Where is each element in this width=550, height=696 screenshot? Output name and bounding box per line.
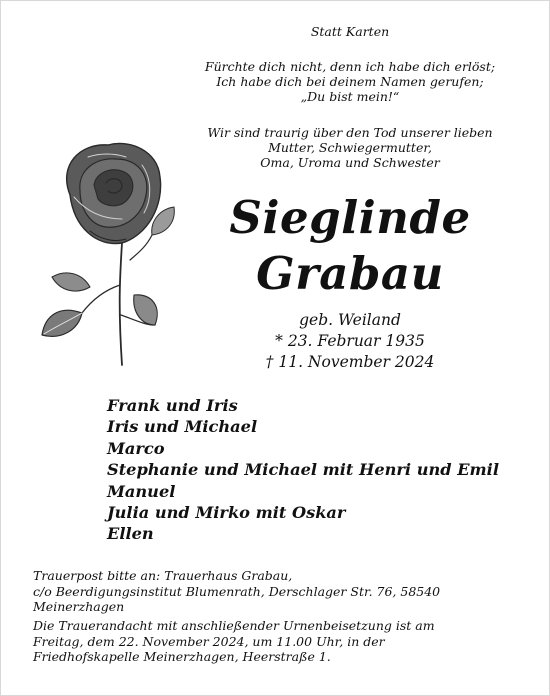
rose-icon bbox=[30, 135, 180, 375]
intro-line: Wir sind traurig über den Tod unserer lieben bbox=[207, 125, 493, 140]
deceased-first-name: Sieglinde bbox=[229, 191, 471, 244]
statt-karten bbox=[200, 24, 500, 39]
intro-line: Mutter, Schwiegermutter, bbox=[268, 140, 432, 156]
statt-karten-text: Statt Karten bbox=[310, 24, 390, 39]
life-dates bbox=[230, 310, 470, 373]
family-member: Iris und Michael bbox=[107, 417, 258, 437]
verse-line: „Du bist mein!“ bbox=[300, 89, 400, 105]
bible-verse bbox=[200, 59, 500, 105]
deceased-last-name: Grabau bbox=[256, 247, 444, 300]
service-line: Freitag, dem 22. November 2024, um 11.00 Uhr, in der bbox=[33, 633, 385, 649]
family-member: Frank und Iris bbox=[107, 396, 238, 415]
family-list bbox=[107, 395, 499, 545]
family-member: Julia und Mirko mit Oskar bbox=[107, 503, 346, 523]
birth-name: geb. Weiland bbox=[299, 311, 401, 329]
intro-text bbox=[200, 125, 500, 171]
verse-line: Fürchte dich nicht, denn ich habe dich erlöst; bbox=[204, 59, 496, 74]
family-member: Stephanie und Michael mit Henri und Emil bbox=[107, 460, 499, 480]
service-info bbox=[33, 618, 533, 665]
family-member: Marco bbox=[107, 438, 165, 458]
service-line: Friedhofskapelle Meinerzhagen, Heerstraße 1. bbox=[33, 649, 331, 664]
death-date: † 11. November 2024 bbox=[265, 353, 435, 371]
address-line: Trauerpost bitte an: Trauerhaus Grabau, bbox=[33, 568, 293, 583]
service-line: Die Trauerandacht mit anschließender Urnenbeisetzung ist am bbox=[33, 618, 435, 633]
trauerpost-address bbox=[33, 568, 533, 615]
family-member: Manuel bbox=[107, 481, 176, 501]
verse-line: Ich habe dich bei deinem Namen gerufen; bbox=[216, 74, 484, 90]
address-line: c/o Beerdigungsinstitut Blumenrath, Derschlager Str. 76, 58540 Meinerzhagen bbox=[33, 583, 441, 614]
intro-line: Oma, Uroma und Schwester bbox=[260, 155, 440, 171]
birth-date: * 23. Februar 1935 bbox=[275, 332, 425, 350]
family-member: Ellen bbox=[107, 524, 154, 544]
